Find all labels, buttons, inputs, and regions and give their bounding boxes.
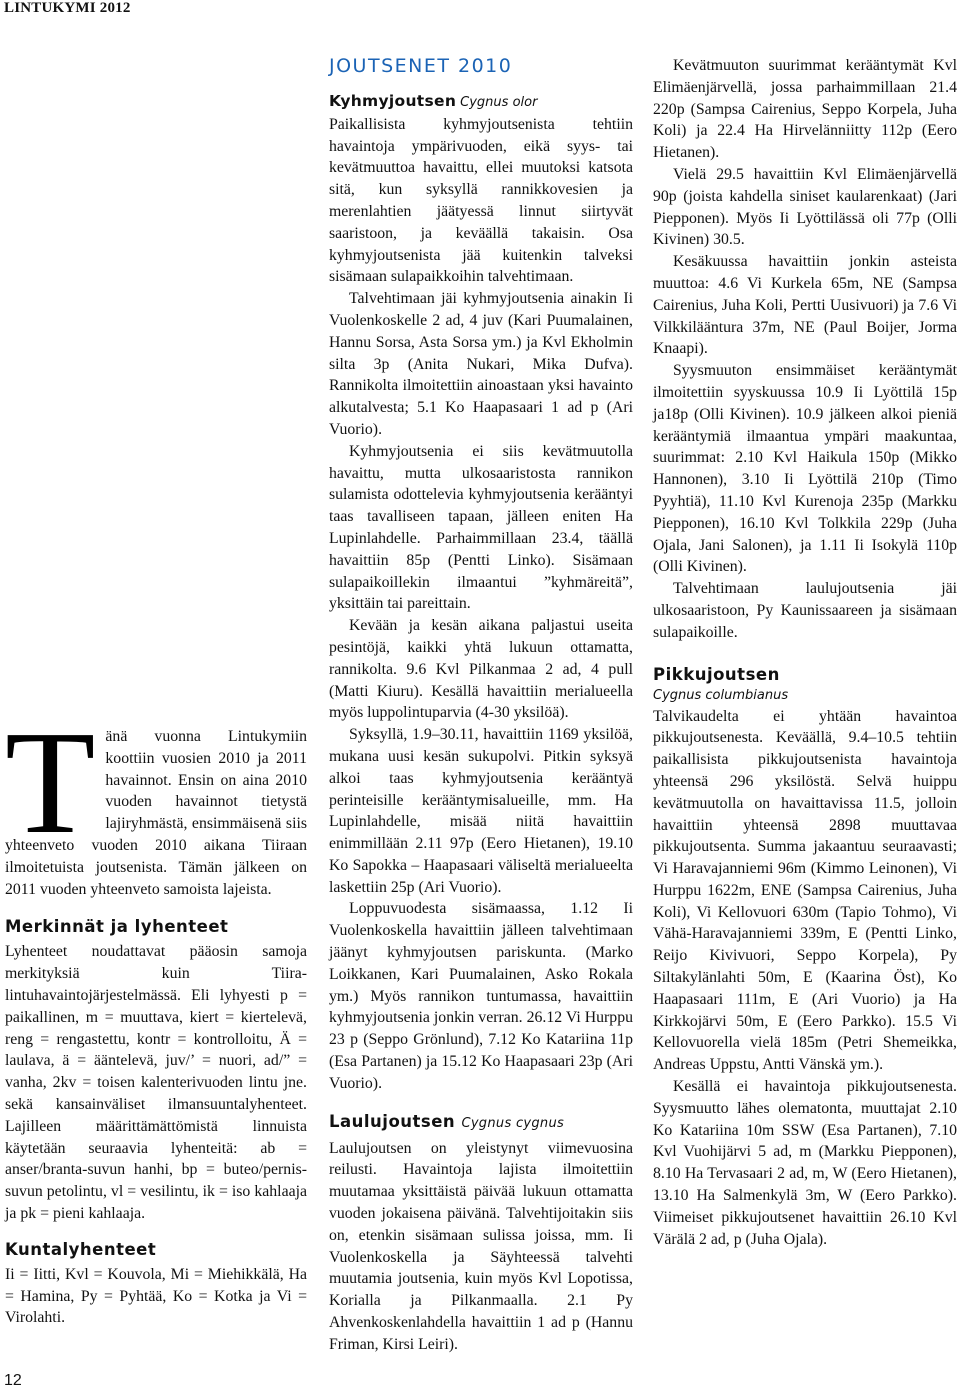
paragraph: Laulujoutsen on yleistynyt viimevuosina reilusti. Havaintoja lajista ilmoitettiin muutamaa yksittäistä päivää lukuun ottamatta vuoden jokaisena päivänä. Talvehtijoitakin siis on, etenkin sisämaan sulissa joissa, mm. Ii Vuolenkoskella ja Säyhteessä talvehti muutamia joutsenia, kuin myös Kvl Lopotissa, Korialla ja Pilkanmaalla. 2.1 Py Ahvenkoskenlahdella havaittiin 1 ad p (Hannu Friman, Kirsi Leiri). — [329, 1139, 633, 1353]
laulujoutsen-heading-row — [329, 1111, 633, 1135]
paragraph: Kesäkuussa havaittiin jonkin asteista muuttoa: 4.6 Vi Kurkela 65m, NE (Sampsa Cairenius, Juha Koli, Pertti Uusivuori) ja 7.6 Vi Vilkkilääntura 37m, NE (Paul Boijer, Jorma Knaapi). — [653, 253, 957, 358]
page-number: 12 — [4, 1372, 22, 1389]
column-middle — [329, 55, 633, 1356]
laulujoutsen-heading: Laulujoutsen — [329, 1111, 456, 1131]
paragraph: Kevätmuuton suurimmat kerääntymät Kvl Elimäenjärvellä, jossa parhaimmillaan 21.4 220p (Sampsa Cairenius, Seppo Korpela, Juha Koli) ja 22.4 Ha Hirvelänniitty 112p (Eero Hietanen). — [653, 57, 957, 162]
laulujoutsen-latin-name: Cygnus cygnus — [461, 1115, 565, 1131]
paragraph: Talvehtimaan jäi kyhmyjoutsenia ainakin Ii Vuolenkoskelle 2 ad, 4 juv (Kari Puumalainen, Hannu Sorsa, Asta Sorsa ym.) ja Kvl Ekholmin silta 3p (Anita Nukari, Mika Dufva). Rannikolta ilmoitettiin ainoastaan yksi havainto alkutalvesta; 5.1 Ko Haapasaari 1 ad p (Ari Vuorio). — [329, 290, 633, 438]
column-right — [653, 55, 957, 1250]
kyhmyjoutsen-first-paragraph — [329, 91, 633, 288]
abbreviations-text: Lyhenteet noudattavat pääosin samoja merkityksiä kuin Tiira- lintuhavaintojärjestelmässä. Eli lyhyesti p = paikallinen, m = muuttava, kiert = kiertelevä, reng = rengastettu, kontr = kontrolloitu, Ä = laulava, ä = ääntelevä, juv/’ = nuori, ad/” = vanha, 2kv = toisen kalenterivuoden lintu jne. sekä kansainväliset ilmansuuntalyhenteet. Lajilleen määrittämättömistä linnuista käytetään seuraavia lyhenteitä: ab = anser/branta-suvun hanhi, bp = buteo/pernis-suvun petolintu, vl = vesilintu, ik = iso kahlaaja ja pk = pieni kahlaaja. — [5, 943, 307, 1222]
paragraph: Loppuvuodesta sisämaassa, 1.12 Ii Vuolenkoskella havaittiin jälleen talvehtimaan jäänyt kyhmyjoutsen pariskunta. (Marko Loikkanen, Kari Puumalainen, Asko Rokala ym.) Myös rannikon tuntumassa, havaittiin kyhmyjoutsenia jonkin verran. 26.12 Vi Hurppu 23 p (Seppo Grönlund), 7.12 Ko Katariina 11p (Esa Partanen) ja 15.12 Ko Haapasaari 23p (Ari Vuorio). — [329, 900, 633, 1092]
kyhmyjoutsen-heading: Kyhmyjoutsen — [329, 92, 457, 110]
paragraph: Talvehtimaan laulujoutsenia jäi ulkosaaristoon, Py Kaunissaareen ja sisämaan sulapaikoille. — [653, 580, 957, 641]
paragraph: Kesällä ei havaintoja pikkujoutsenesta. Syysmuutto lähes olematonta, muuttajat 2.10 Ko Katariina 10m SSW (Esa Partanen), 7.10 Kvl Vuohijärvi 5 ad, m (Markku Piepponen), 8.10 Ha Tervasaari 2 ad, m, W (Eero Hietanen), 13.10 Ha Salmenkylä 3m, W (Eero Parkko). Viimeiset pikkujoutsenet havaittiin 26.10 Kvl Värälä 2 ad, p (Juha Ojala). — [653, 1078, 957, 1248]
pikkujoutsen-latin-name: Cygnus columbianus — [653, 687, 789, 703]
kyhmyjoutsen-latin-name: Cygnus olor — [460, 95, 538, 110]
abbreviations-heading: Merkinnät ja lyhenteet — [5, 917, 229, 937]
section-title: JOUTSENET 2010 — [329, 55, 513, 77]
paragraph: Vielä 29.5 havaittiin Kvl Elimäenjärvellä 90p (joista kahdella siniset kaularenkaat) (Jari Piepponen). Myös Ii Lyöttilässä oli 77p (Olli Kivinen) 30.5. — [653, 165, 957, 249]
paragraph: Syysmuuton ensimmäiset kerääntymät ilmoitettiin syyskuussa 10.9 Ii Lyöttilä 15p ja18p (Olli Kivinen). 10.9 jälkeen alkoi pieniä kerääntymiä ilmaantua ympäri maakuntaa, suurimmat: 2.10 Kvl Haikula 150p (Mikko Hannonen), 3.10 Ii Lyöttilä 210p (Timo Pyyhtiä), 11.10 Kvl Kurenoja 235p (Markku Piepponen), 16.10 Kvl Tolkkila 229p (Juha Ojala, Jani Salonen), ja 1.11 Ii Isokylä 110p (Olli Kivinen). — [653, 362, 957, 576]
paragraph: Syksyllä, 1.9–30.11, havaittiin 1169 yksilöä, mukana uusi kesän sukupolvi. Pitkin syksyä alkoi taas kyhmyjoutsenia kerääntyä perinteisille kerääntymisalueille, mm. Ha Lupinlahdelle, misää niitä havaittiin enimmillään 2.11 97p (Eero Hietanen), 19.10 Ko Sapokka – Haapasaari väliseltä merialueelta laskettiin 25p (Ari Vuorio). — [329, 726, 633, 896]
paragraph: Kevään ja kesän aikana paljastui useita pesintöjä, kaikki yhtä lukuun ottamatta, rannikolta. 9.6 Kvl Pilkanmaa 2 ad, 4 pull (Matti Kiuru). Kesällä havaittiin merialueella myös luppolintuparvia (4-30 yksilöä). — [329, 617, 633, 722]
paragraph: Talvikaudelta ei yhtään havaintoa pikkujoutsenesta. Keväällä, 9.4–10.5 tehtiin paikallisista pikkujoutsenista havaintoja yhteensä 296 yksilöstä. Selvä huippu kevätmuutolla on havaittavissa 11.5, jolloin havaittiin yhteensä 2898 muuttavaa pikkujoutsenta. Summa jakaantuu seuraavasti; Vi Haravajanniemi 96m (Kimmo Leinonen), Vi Hurppu 1622m, ENE (Sampsa Cairenius, Juha Koli), Vi Kellovuori 630m (Tapio Tohmo), Vi Vähä-Haravajanniemi 339m, E (Pentti Linko, Reijo Kivivuori, Seppo Korpela), Py Siltakylänlahti 50m, E (Kaarina Öst), Ko Haapasaari 111m, E (Ari Vuorio) ja Ha Kirkkojärvi 50m, E (Eero Parkko). 15.5 Vi Kellovuorella vielä 185m (Petri Shemeikka, Andreas Uppstu, Antti Vänskä ym.). — [653, 707, 957, 1074]
municipalities-heading: Kuntalyhenteet — [5, 1239, 157, 1259]
intro-text: änä vuonna Lintukymiin koottiin vuosien 2010 ja 2011 havainnot. Ensin on aina 2010 vuoden havainnot tietystä lajiryhmästä, ensimmäisenä siis yhteenveto vuoden 2010 aikana Tiiraan ilmoitetuista joutsenista. Tämän jälkeen on 2011 vuoden yhteenveto samoista lajeista. — [5, 728, 307, 898]
intro-paragraph — [5, 701, 307, 900]
paragraph-text: Paikallisista kyhmyjoutsenista tehtiin havaintoja ympärivuoden, eikä syys- tai kevätmuuttoa havaittu, ellei muutoksi katsota sitä, kun syksyllä rannikkovesien ja merenlahtien jäätyessä linnut siirtyvät saaristoon, ja keväällä takaisin. Osa kyhmyjoutsenista jää kuitenkin talveksi sisämaan sulapaikkoihin talvehtimaan. — [329, 115, 633, 286]
drop-cap: T — [5, 701, 96, 865]
municipalities-text: Ii = Iitti, Kvl = Kouvola, Mi = Miehikkälä, Ha = Hamina, Py = Pyhtää, Ko = Kotka ja Vi = Virolahti. — [5, 1265, 307, 1327]
pikkujoutsen-heading: Pikkujoutsen — [653, 664, 780, 684]
running-header: LINTUKYMI 2012 — [4, 0, 131, 16]
paragraph: Kyhmyjoutsenia ei siis kevätmuutolla havaittu, mutta ulkosaaristosta rannikon sulamista odottelevia kyhmyjoutsenia kerääntyi taas tavalliseen tapaan, jälleen eniten Ha Lupinlahdelle. Parhaimmillaan 23.4, täällä havaittiin 85p (Pentti Linko). Sisämaan sulapaikoillekin ilmaantui ”kyhmäreitä”, yksittäin tai pareittain. — [329, 442, 633, 613]
column-left — [5, 701, 307, 1329]
